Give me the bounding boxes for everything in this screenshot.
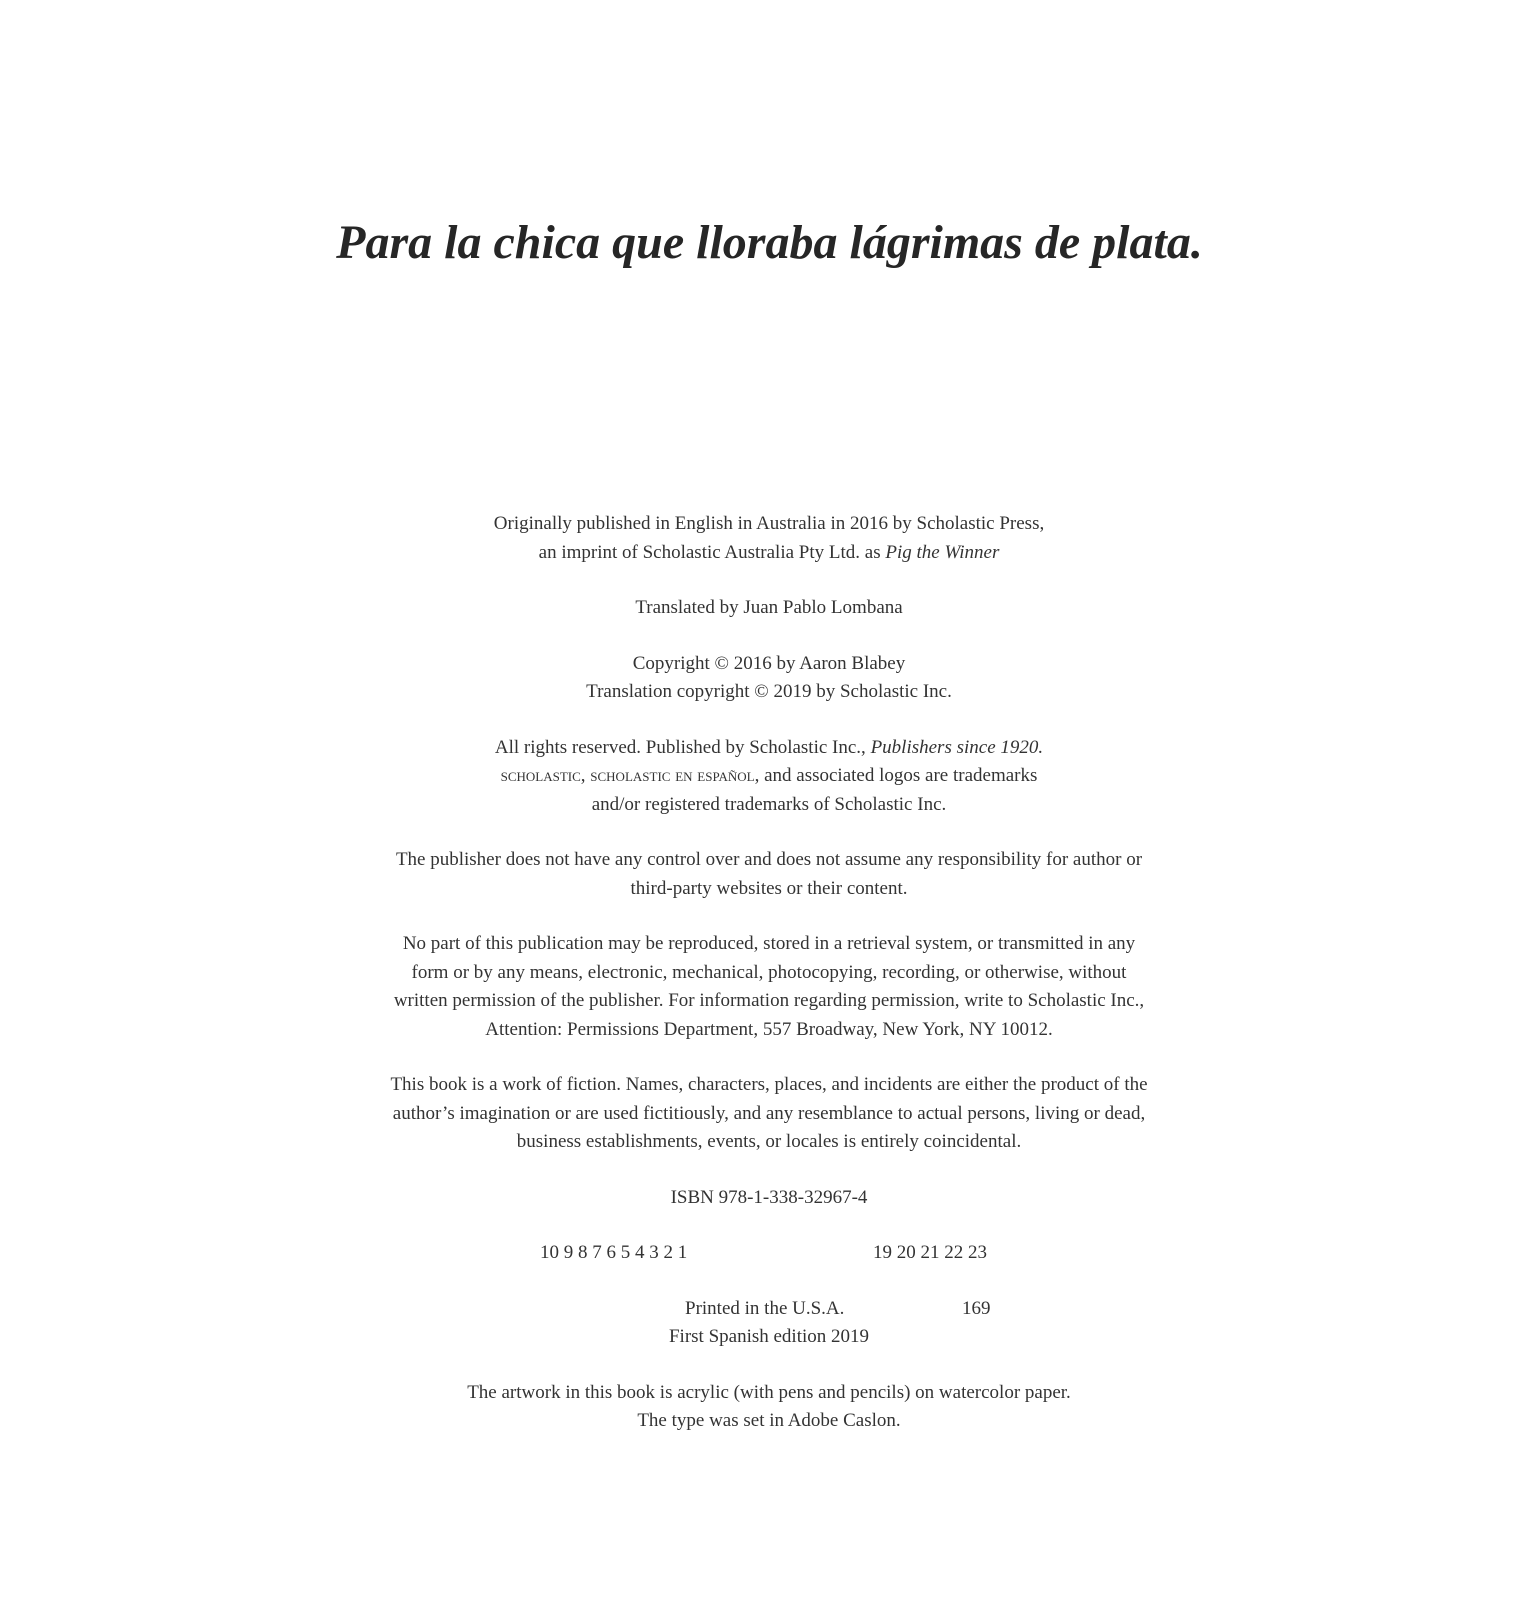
fiction-notice <box>319 1071 1219 1157</box>
trademark-names: scholastic, scholastic en español <box>500 765 755 786</box>
permissions-notice <box>319 930 1219 1044</box>
permissions-line-2: form or by any means, electronic, mechanical, photocopying, recording, or otherwise, without <box>411 961 1127 983</box>
printing-info <box>319 1295 1219 1352</box>
printing-line <box>319 1239 1219 1268</box>
copyright-page-text <box>319 510 1219 1463</box>
rights-notice <box>319 734 1219 820</box>
rights-line-1 <box>319 734 1219 763</box>
permissions-line-1: No part of this publication may be reproduced, stored in a retrieval system, or transmitted in any <box>402 933 1136 954</box>
printing-years: 19 20 21 22 23 <box>873 1242 987 1263</box>
production-line-1: The artwork in this book is acrylic (with pens and pencils) on watercolor paper. <box>467 1381 1071 1403</box>
impression-numbers: 10 9 8 7 6 5 4 3 2 1 <box>540 1242 688 1263</box>
original-publication-line-2 <box>319 539 1219 568</box>
translator-line: Translated by Juan Pablo Lombana <box>635 597 903 618</box>
rights-statement: All rights reserved. Published by Scholastic Inc., <box>494 736 871 758</box>
isbn-number: ISBN 978-1-338-32967-4 <box>670 1186 868 1208</box>
publisher-tagline: Publishers since 1920. <box>870 736 1044 758</box>
website-disclaimer <box>319 846 1219 903</box>
isbn <box>319 1184 1219 1213</box>
fiction-line-3: business establishments, events, or locales is entirely coincidental. <box>516 1131 1022 1152</box>
dedication: Para la chica que lloraba lágrimas de plata. <box>336 216 1203 269</box>
production-line-2: The type was set in Adobe Caslon. <box>637 1410 901 1431</box>
trademark-statement: , and associated logos are trademarks <box>754 765 1038 786</box>
copyright-line-1: Copyright © 2016 by Aaron Blabey <box>632 652 906 674</box>
permissions-line-3: written permission of the publisher. For information regarding permission, write to Scholastic Inc., <box>393 990 1145 1011</box>
rights-line-2 <box>319 762 1219 791</box>
disclaimer-line-1: The publisher does not have any control over and does not assume any responsibility for author or <box>395 849 1143 870</box>
fiction-line-2: author’s imagination or are used fictitiously, and any resemblance to actual persons, living or dead, <box>392 1102 1146 1124</box>
rights-line-3: and/or registered trademarks of Scholastic Inc. <box>591 793 947 815</box>
production-notes <box>319 1379 1219 1436</box>
translator-credit <box>319 594 1219 623</box>
printed-location: Printed in the U.S.A. <box>685 1297 845 1319</box>
disclaimer-line-2: third-party websites or their content. <box>630 877 908 899</box>
printer-code: 169 <box>962 1297 991 1319</box>
permissions-line-4: Attention: Permissions Department, 557 Broadway, New York, NY 10012. <box>485 1018 1053 1040</box>
original-title: Pig the Winner <box>885 541 1000 563</box>
copyright-line-2: Translation copyright © 2019 by Scholastic Inc. <box>586 681 952 702</box>
original-publication-note <box>319 510 1219 567</box>
original-publication-line-1: Originally published in English in Australia in 2016 by Scholastic Press, <box>493 513 1045 534</box>
edition-line: First Spanish edition 2019 <box>668 1326 870 1347</box>
copyright-notice <box>319 650 1219 707</box>
original-publication-imprint: an imprint of Scholastic Australia Pty Ltd. as <box>538 541 886 563</box>
fiction-line-1: This book is a work of fiction. Names, characters, places, and incidents are either the product of the <box>390 1074 1148 1095</box>
